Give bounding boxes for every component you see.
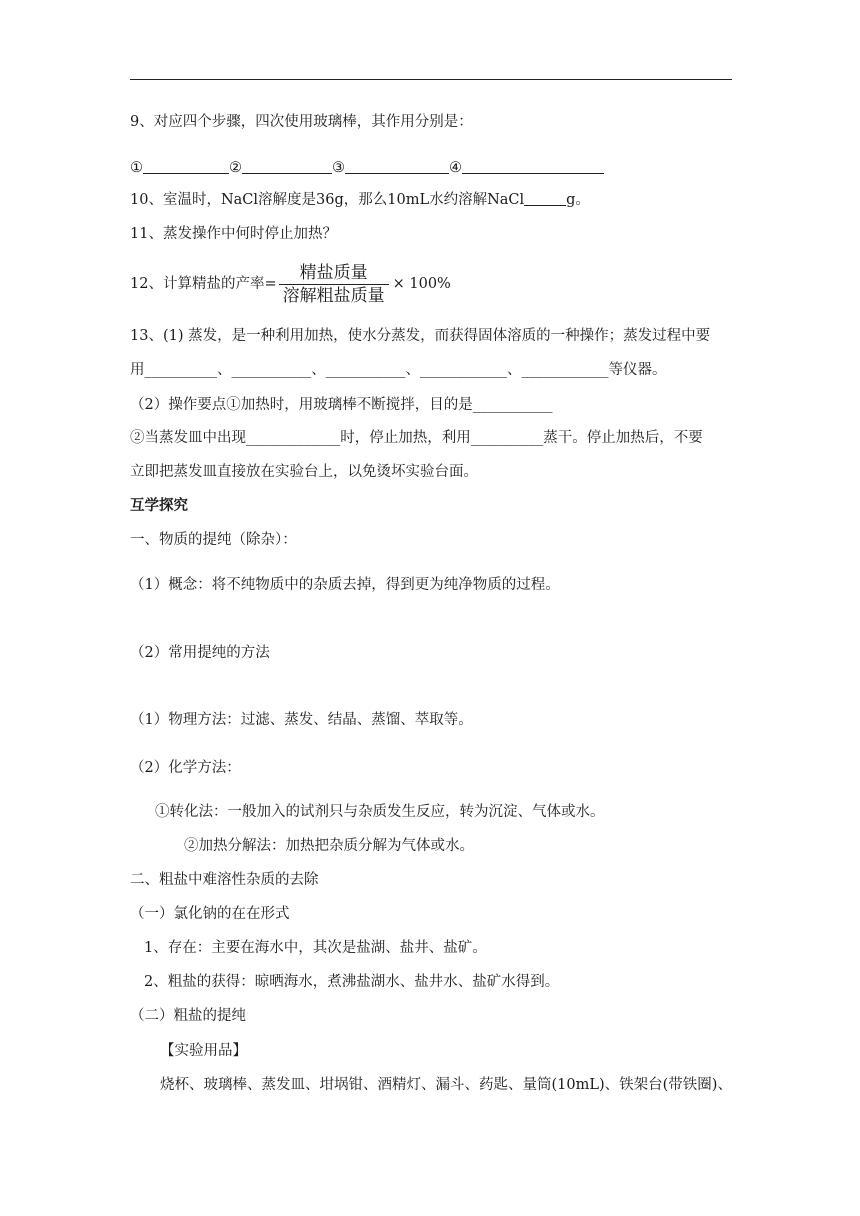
question-11: 11、蒸发操作中何时停止加热？ <box>130 226 337 242</box>
answer-blank-1[interactable] <box>143 159 229 174</box>
fraction-denominator: 溶解粗盐质量 <box>282 285 385 306</box>
section-1-methods: （2）常用提纯的方法 <box>130 645 270 661</box>
answer-blank-4[interactable] <box>462 159 604 174</box>
fraction-numerator: 精盐质量 <box>279 262 389 285</box>
section-1-chemical: （2）化学方法： <box>130 760 241 776</box>
section-1-physical: （1）物理方法：过滤、蒸发、结晶、蒸馏、萃取等。 <box>130 712 473 728</box>
section-2-a: （一）氯化钠的在在形式 <box>130 906 290 922</box>
question-13-line-3: （2）操作要点①加热时，用玻璃棒不断搅拌，目的是___________ <box>130 397 553 413</box>
section-1-concept: （1）概念：将不纯物质中的杂质去掉，得到更为纯净物质的过程。 <box>130 577 560 593</box>
section-1-title: 一、物质的提纯（除杂）： <box>130 532 297 548</box>
question-13-line-5: 立即把蒸发皿直接放在实验台上，以免烫坏实验台面。 <box>130 464 478 480</box>
question-9: 9、对应四个步骤，四次使用玻璃棒，其作用分别是： <box>130 114 473 130</box>
yield-fraction <box>279 262 389 307</box>
section-1-convert: ①转化法：一般加入的试剂只与杂质发生反应，转为沉淀、气体或水。 <box>155 804 605 820</box>
section-1-heat: ②加热分解法：加热把杂质分解为气体或水。 <box>184 838 474 854</box>
question-13-line-1: 13、(1) 蒸发，是一种利用加热，使水分蒸发，而获得固体溶质的一种操作；蒸发过程中要 <box>130 328 711 344</box>
answer-blank-nacl[interactable] <box>524 191 566 206</box>
header-rule <box>130 79 732 80</box>
question-12: 12、计算精盐的产率= $\frac{\text{精盐质量}}{\text{溶解粗盐质量}}$ × 100% <box>130 262 451 306</box>
section-2-tools-title: 【实验用品】 <box>160 1043 247 1059</box>
question-13-line-4: ②当蒸发皿中出现_____________时，停止加热，利用__________蒸干。停止加热后，不要 <box>130 430 703 446</box>
answer-blank-3[interactable] <box>345 159 449 174</box>
section-2-a1: 1、存在：主要在海水中，其次是盐湖、盐井、盐矿。 <box>144 940 487 956</box>
section-2-title: 二、粗盐中难溶性杂质的去除 <box>130 872 319 888</box>
question-9-blanks: ① ② ③ ④ <box>130 158 604 178</box>
section-2-b: （二）粗盐的提纯 <box>130 1008 246 1024</box>
section-2-a2: 2、粗盐的获得：晾晒海水，煮沸盐湖水、盐井水、盐矿水得到。 <box>144 974 560 990</box>
section-heading: 互学探究 <box>130 498 188 514</box>
section-2-tools: 烧杯、玻璃棒、蒸发皿、坩埚钳、酒精灯、漏斗、药匙、量筒(10mL)、铁架台(带铁圈)、 <box>160 1077 732 1093</box>
question-10: 10、室温时，NaCl溶解度是36g，那么10mL水约溶解NaCl g。 <box>130 192 590 208</box>
question-13-line-2: 用__________、___________、___________、____________、____________等仪器。 <box>130 362 667 378</box>
answer-blank-2[interactable] <box>242 159 332 174</box>
